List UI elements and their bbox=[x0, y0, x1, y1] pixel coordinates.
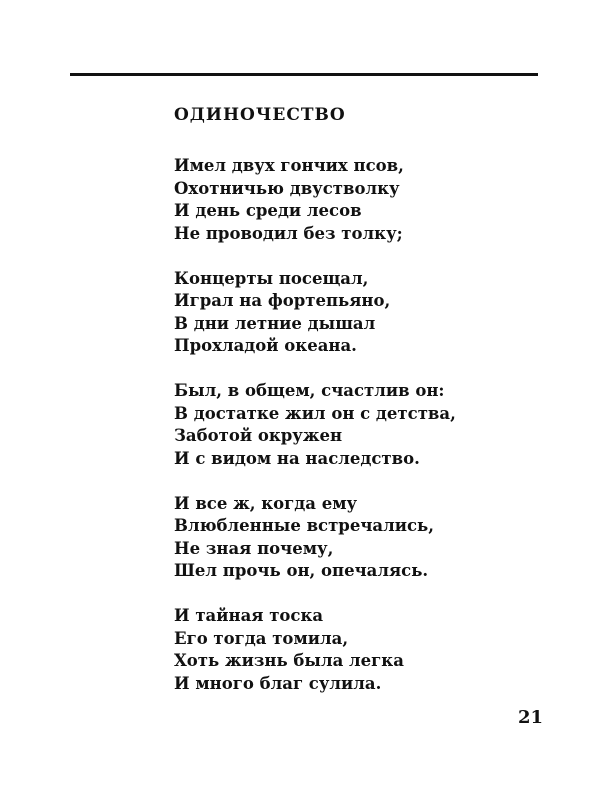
poem-line: Был, в общем, счастлив он: bbox=[174, 381, 445, 400]
poem-line: Охотничью двустволку bbox=[174, 178, 400, 198]
poem-body bbox=[174, 155, 456, 718]
poem-line: Играл на фортепьяно, bbox=[174, 291, 391, 310]
stanza bbox=[174, 155, 456, 245]
page-number: 21 bbox=[518, 707, 544, 728]
poem-line: Заботой окружен bbox=[174, 426, 343, 445]
poem-line: В достатке жил он с детства, bbox=[174, 403, 456, 423]
stanza bbox=[174, 380, 456, 470]
poem-line: Шел прочь он, опечалясь. bbox=[174, 561, 429, 580]
poem-line: И с видом на наследство. bbox=[174, 448, 420, 468]
poem-line: Влюбленные встречались, bbox=[174, 516, 434, 535]
poem-line: Его тогда томила, bbox=[174, 628, 349, 648]
poem-line: Не проводил без толку; bbox=[174, 223, 403, 243]
stanza bbox=[174, 268, 456, 358]
poem-line: Хоть жизнь была легка bbox=[174, 651, 404, 670]
top-rule bbox=[70, 73, 538, 76]
poem-title: ОДИНОЧЕСТВО bbox=[174, 105, 346, 125]
poem-line: Концерты посещал, bbox=[174, 268, 369, 288]
poem-line: И тайная тоска bbox=[174, 606, 324, 625]
poem-line: И день среди лесов bbox=[174, 201, 362, 220]
stanza bbox=[174, 605, 456, 695]
poem-line: Не зная почему, bbox=[174, 538, 334, 558]
poem-line: И все ж, когда ему bbox=[174, 493, 358, 513]
stanza bbox=[174, 493, 456, 583]
poem-line: Имел двух гончих псов, bbox=[174, 156, 404, 175]
poem-line: И много благ сулила. bbox=[174, 673, 382, 693]
poem-line: Прохладой океана. bbox=[174, 336, 357, 355]
poem-line: В дни летние дышал bbox=[174, 313, 376, 333]
